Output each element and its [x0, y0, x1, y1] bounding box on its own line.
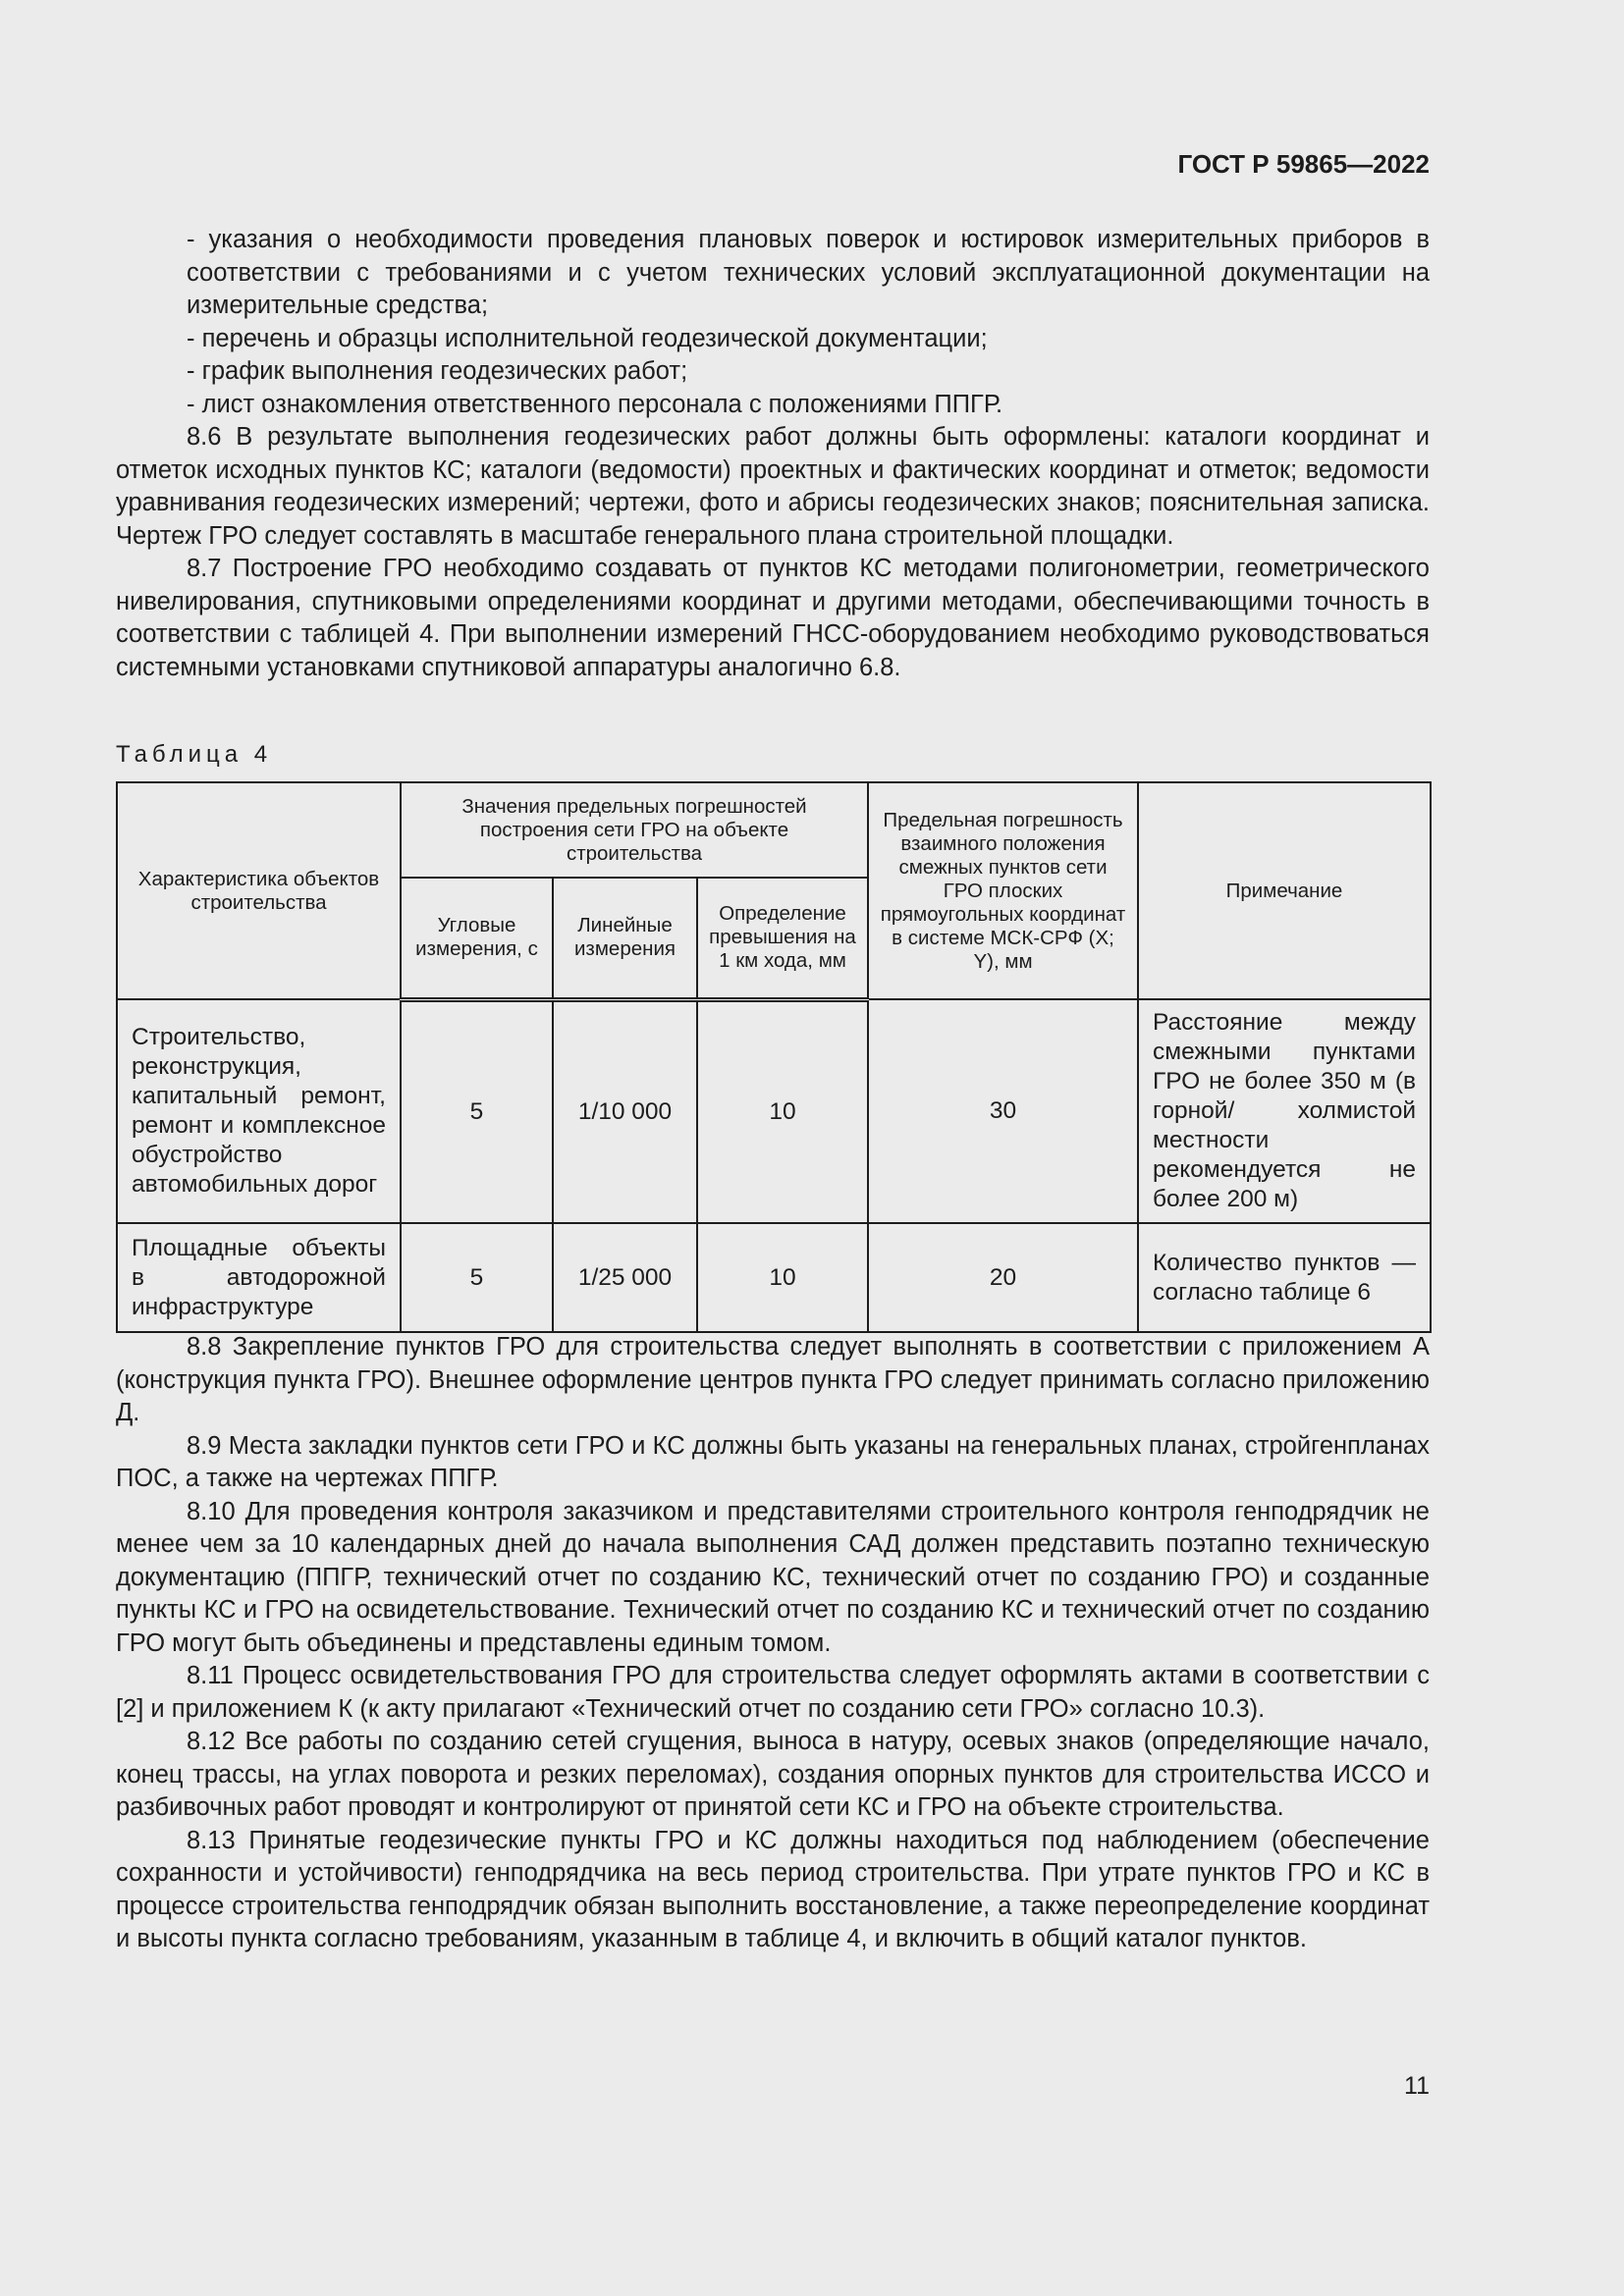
- list-item: - график выполнения геодезических работ;: [187, 357, 688, 385]
- cell-elevation: 10: [697, 999, 868, 1223]
- header-elevation: Определение превышения на 1 км хода, мм: [697, 878, 868, 999]
- header-mutual-position-error: Предельная погрешность взаимного положения смежных пунктов сети ГРО плоских прямоугольных координат в системе МСК-СРФ (X; Y), мм: [868, 782, 1138, 999]
- header-error-values: Значения предельных погрешностей построения сети ГРО на объекте строительства: [401, 782, 868, 878]
- cell-elevation: 10: [697, 1223, 868, 1332]
- list-item: - перечень и образцы исполнительной геодезической документации;: [187, 324, 988, 352]
- table-4: [116, 781, 1432, 1333]
- paragraph-8-9: 8.9 Места закладки пунктов сети ГРО и КС должны быть указаны на генеральных планах, стройгенпланах ПОС, а также на чертежах ППГР.: [116, 1431, 1430, 1492]
- header-angular: Угловые измерения, с: [401, 878, 553, 999]
- paragraph-8-7: 8.7 Построение ГРО необходимо создавать от пунктов КС методами полигонометрии, геометрического нивелирования, спутниковыми определениями координат и другими методами, обеспечивающими точность в соответствии с таблицей 4. При выполнении измерений ГНСС-оборудованием необходимо руководствоваться системными установками спутниковой аппаратуры аналогично 6.8.: [116, 555, 1430, 681]
- list-item: - лист ознакомления ответственного персонала с положениями ППГР.: [187, 390, 1003, 418]
- header-characteristic: Характеристика объектов строительства: [117, 782, 401, 999]
- cell-linear: 1/10 000: [553, 999, 697, 1223]
- page-number: 11: [1404, 2072, 1430, 2100]
- paragraph-8-8: 8.8 Закрепление пунктов ГРО для строительства следует выполнять в соответствии с приложением А (конструкция пункта ГРО). Внешнее оформление центров пункта ГРО следует принимать согласно приложению Д.: [116, 1333, 1430, 1426]
- cell-note: Количество пунктов — согласно таблице 6: [1138, 1223, 1431, 1332]
- cell-angular: 5: [401, 999, 553, 1223]
- table-caption: Таблица 4: [116, 741, 273, 768]
- cell-mutual: 30: [868, 999, 1138, 1223]
- paragraph-8-11: 8.11 Процесс освидетельствования ГРО для строительства следует оформлять актами в соответствии с [2] и приложением К (к акту прилагают «Технический отчет по созданию сети ГРО» согласно 10.3).: [116, 1662, 1430, 1723]
- table-row: [117, 1223, 1431, 1332]
- document-header: ГОСТ Р 59865—2022: [1177, 149, 1430, 179]
- list-item: - указания о необходимости проведения плановых поверок и юстировок измерительных приборов в соответствии с требованиями и с учетом технических условий эксплуатационной документации на измерительные средства;: [187, 226, 1430, 319]
- cell-linear: 1/25 000: [553, 1223, 697, 1332]
- table-row: [117, 999, 1431, 1223]
- paragraph-8-12: 8.12 Все работы по созданию сетей сгущения, выноса в натуру, осевых знаков (определяющие начало, конец трассы, на углах поворота и резких переломах), создания опорных пунктов для строительства ИССО и разбивочных работ проводят и контролируют от принятой сети КС и ГРО на объекте строительства.: [116, 1728, 1430, 1821]
- paragraph-8-10: 8.10 Для проведения контроля заказчиком и представителями строительного контроля генподрядчик не менее чем за 10 календарных дней до начала выполнения САД должен представить поэтапно техническую документацию (ППГР, технический отчет по созданию КС, технический отчет по созданию ГРО) и созданные пункты КС и ГРО на освидетельствование. Технический отчет по созданию КС и технический отчет по созданию ГРО могут быть объединены и представлены единым томом.: [116, 1497, 1430, 1657]
- paragraph-8-13: 8.13 Принятые геодезические пункты ГРО и КС должны находиться под наблюдением (обеспечение сохранности и устойчивости) генподрядчика на весь период строительства. При утрате пунктов ГРО и КС в процессе строительства генподрядчик обязан выполнить восстановление, а также переопределение координат и высоты пункта согласно требованиям, указанным в таблице 4, и включить в общий каталог пунктов.: [116, 1826, 1430, 1952]
- cell-note: Расстояние между смежными пунктами ГРО не более 350 м (в горной/ холмистой местности рекомендуется не более 200 м): [1138, 999, 1431, 1223]
- cell-mutual: 20: [868, 1223, 1138, 1332]
- header-linear: Линейные измерения: [553, 878, 697, 999]
- paragraph-8-6: 8.6 В результате выполнения геодезических работ должны быть оформлены: каталоги координат и отметок исходных пунктов КС; каталоги (ведомости) проектных и фактических координат и отметок; ведомости уравнивания геодезических измерений; чертежи, фото и абрисы геодезических знаков; пояснительная записка. Чертеж ГРО следует составлять в масштабе генерального плана строительной площадки.: [116, 423, 1430, 550]
- header-note: Примечание: [1138, 782, 1431, 999]
- text-block-top: [116, 224, 1430, 684]
- cell-angular: 5: [401, 1223, 553, 1332]
- text-block-bottom: [116, 1331, 1430, 1956]
- cell-characteristic: Строительство, реконструкция, капитальный ремонт, ремонт и комплексное обустройство автомобильных дорог: [117, 999, 401, 1223]
- cell-characteristic: Площадные объекты в автодорожной инфраструктуре: [117, 1223, 401, 1332]
